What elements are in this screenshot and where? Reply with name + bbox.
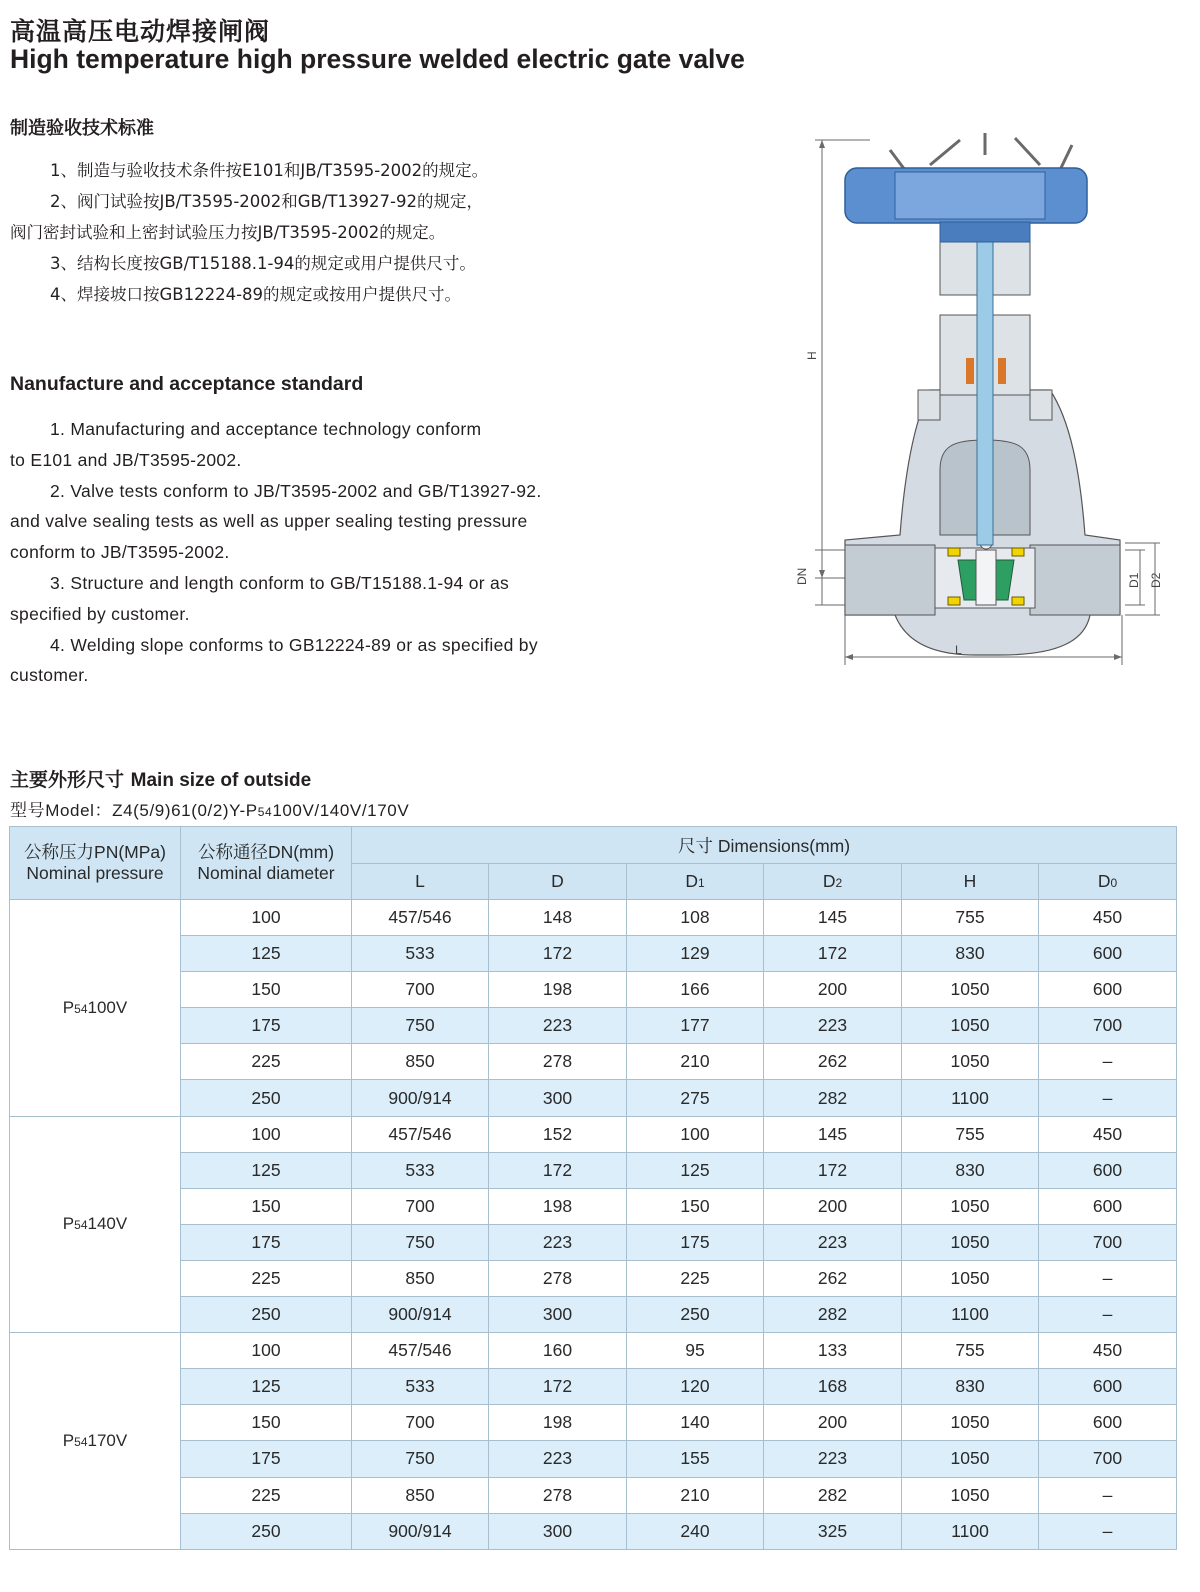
table-row: [10, 1116, 1177, 1152]
standard-line-en: 4. Welding slope conforms to GB12224-89 or as specified by: [50, 634, 538, 655]
cell-l: 457/546: [352, 1333, 489, 1369]
cell-d1: 225: [627, 1260, 764, 1296]
cell-d: 223: [489, 1008, 627, 1044]
table-row: [10, 1008, 1177, 1044]
cell-dn: 175: [181, 1224, 352, 1260]
cell-h: 830: [902, 1152, 1039, 1188]
table-row: [10, 1297, 1177, 1333]
dim-label-h: H: [805, 351, 819, 360]
dim-label-dn: DN: [795, 567, 809, 585]
cell-dn: 150: [181, 1188, 352, 1224]
cell-dn: 150: [181, 972, 352, 1008]
cell-d: 300: [489, 1080, 627, 1116]
cell-l: 900/914: [352, 1513, 489, 1549]
table-heading-en: Main size of outside: [130, 770, 312, 791]
cell-l: 533: [352, 1152, 489, 1188]
cell-d1: 125: [627, 1152, 764, 1188]
col-header-d0: D0: [1039, 864, 1177, 900]
cell-d: 148: [489, 900, 627, 936]
cell-l: 700: [352, 1405, 489, 1441]
col-header-l: L: [352, 864, 489, 900]
standards-list-en: [10, 414, 650, 691]
standard-line-en: conform to JB/T3595-2002.: [10, 542, 230, 563]
cell-h: 1050: [902, 1044, 1039, 1080]
header-dn-en: Nominal diameter: [197, 863, 335, 883]
cell-d2: 172: [764, 1152, 902, 1188]
cell-h: 1050: [902, 1405, 1039, 1441]
cell-d2: 200: [764, 972, 902, 1008]
cell-d1: 175: [627, 1224, 764, 1260]
nominal-pressure-cell: [10, 1116, 181, 1333]
cell-d2: 145: [764, 1116, 902, 1152]
pn-sub: 54: [74, 1001, 88, 1016]
cell-dn: 225: [181, 1260, 352, 1296]
pn-suffix: 140V: [87, 1214, 128, 1234]
cell-d1: 155: [627, 1441, 764, 1477]
nominal-pressure-cell: [10, 900, 181, 1117]
cell-d2: 262: [764, 1260, 902, 1296]
table-row: [10, 1333, 1177, 1369]
cell-l: 533: [352, 1369, 489, 1405]
cell-d0: 450: [1039, 1333, 1177, 1369]
cell-h: 1100: [902, 1080, 1039, 1116]
cell-d2: 145: [764, 900, 902, 936]
cell-dn: 250: [181, 1297, 352, 1333]
cell-dn: 100: [181, 1333, 352, 1369]
valve-drawing: [780, 130, 1170, 670]
cell-h: 755: [902, 1116, 1039, 1152]
table-heading: [10, 765, 311, 792]
standard-item-cn: 4、焊接坡口按GB12224-89的规定或按用户提供尺寸。: [50, 285, 462, 304]
cell-d0: –: [1039, 1513, 1177, 1549]
cell-dn: 250: [181, 1513, 352, 1549]
table-row: [10, 1080, 1177, 1116]
cell-d1: 177: [627, 1008, 764, 1044]
table-row: [10, 1441, 1177, 1477]
standard-line-en: 3. Structure and length conform to GB/T15188.1-94 or as: [50, 572, 510, 593]
table-row: [10, 1152, 1177, 1188]
cell-dn: 250: [181, 1080, 352, 1116]
cell-d1: 166: [627, 972, 764, 1008]
cell-d: 278: [489, 1477, 627, 1513]
cell-d1: 108: [627, 900, 764, 936]
cell-dn: 150: [181, 1405, 352, 1441]
dim-label-d2: D2: [1149, 572, 1163, 588]
cell-d: 223: [489, 1441, 627, 1477]
standard-line-en: specified by customer.: [10, 603, 190, 624]
cell-dn: 125: [181, 936, 352, 972]
table-row: [10, 1224, 1177, 1260]
cell-h: 1100: [902, 1297, 1039, 1333]
standard-line-en: to E101 and JB/T3595-2002.: [10, 449, 242, 470]
standard-line-en: 1. Manufacturing and acceptance technology conform: [50, 419, 482, 439]
cell-d: 152: [489, 1116, 627, 1152]
table-row: [10, 900, 1177, 936]
cell-d: 198: [489, 972, 627, 1008]
standard-item-cn: 1、制造与验收技术条件按E101和JB/T3595-2002的规定。: [50, 161, 489, 180]
table-row: [10, 1188, 1177, 1224]
cell-h: 1050: [902, 972, 1039, 1008]
model-prefix: 型号Model：Z4(5/9)61(0/2)Y-P: [10, 801, 258, 820]
standard-line-en: and valve sealing tests as well as upper sealing testing pressure: [10, 511, 528, 532]
cell-d2: 223: [764, 1224, 902, 1260]
header-pn-cn: 公称压力PN(MPa): [24, 842, 166, 862]
standard-item-cn: 3、结构长度按GB/T15188.1-94的规定或用户提供尺寸。: [50, 254, 476, 273]
cell-d2: 200: [764, 1405, 902, 1441]
cell-d1: 210: [627, 1477, 764, 1513]
cell-dn: 175: [181, 1008, 352, 1044]
cell-l: 850: [352, 1044, 489, 1080]
cell-d: 223: [489, 1224, 627, 1260]
col-header-d2: D2: [764, 864, 902, 900]
standards-heading-cn: 制造验收技术标准: [10, 118, 154, 139]
cell-d0: –: [1039, 1477, 1177, 1513]
cell-d1: 250: [627, 1297, 764, 1333]
page-title-cn: 高温高压电动焊接闸阀: [10, 17, 271, 46]
cell-h: 1050: [902, 1441, 1039, 1477]
table-row: [10, 936, 1177, 972]
pn-prefix: P: [62, 1214, 75, 1234]
cell-l: 850: [352, 1260, 489, 1296]
pn-sub: 54: [74, 1434, 88, 1449]
cell-l: 457/546: [352, 1116, 489, 1152]
cell-d2: 282: [764, 1297, 902, 1333]
cell-d: 172: [489, 936, 627, 972]
cell-d: 300: [489, 1297, 627, 1333]
standard-line-en: customer.: [10, 665, 89, 686]
model-sub: 54: [257, 805, 273, 819]
cell-h: 1050: [902, 1224, 1039, 1260]
dim-label-d1: D1: [1127, 572, 1141, 588]
cell-h: 1100: [902, 1513, 1039, 1549]
cell-h: 830: [902, 1369, 1039, 1405]
cell-d2: 282: [764, 1080, 902, 1116]
cell-dn: 125: [181, 1152, 352, 1188]
pn-prefix: P: [62, 1430, 75, 1450]
cell-d0: 600: [1039, 972, 1177, 1008]
cell-d0: 600: [1039, 1369, 1177, 1405]
cell-d0: 600: [1039, 936, 1177, 972]
pn-prefix: P: [62, 997, 75, 1017]
cell-d2: 133: [764, 1333, 902, 1369]
cell-h: 755: [902, 900, 1039, 936]
cell-l: 457/546: [352, 900, 489, 936]
cell-d0: –: [1039, 1044, 1177, 1080]
cell-d0: 450: [1039, 900, 1177, 936]
cell-d: 172: [489, 1152, 627, 1188]
pn-suffix: 170V: [87, 1430, 128, 1450]
table-heading-cn: 主要外形尺寸: [10, 769, 125, 791]
table-row: [10, 1044, 1177, 1080]
header-nominal-pressure: [10, 827, 181, 900]
cell-d2: 223: [764, 1441, 902, 1477]
cell-d0: 450: [1039, 1116, 1177, 1152]
cell-h: 1050: [902, 1477, 1039, 1513]
cell-d1: 100: [627, 1116, 764, 1152]
cell-d2: 325: [764, 1513, 902, 1549]
cell-d2: 282: [764, 1477, 902, 1513]
cell-l: 750: [352, 1008, 489, 1044]
cell-d1: 129: [627, 936, 764, 972]
cell-h: 830: [902, 936, 1039, 972]
cell-d2: 168: [764, 1369, 902, 1405]
cell-d0: 700: [1039, 1224, 1177, 1260]
cell-d1: 150: [627, 1188, 764, 1224]
table-row: [10, 1513, 1177, 1549]
cell-d: 198: [489, 1188, 627, 1224]
cell-d0: 700: [1039, 1008, 1177, 1044]
cell-d2: 200: [764, 1188, 902, 1224]
table-row: [10, 1260, 1177, 1296]
dimensions-table: [9, 826, 1177, 1550]
cell-d0: 600: [1039, 1152, 1177, 1188]
cell-h: 1050: [902, 1008, 1039, 1044]
table-row: [10, 1477, 1177, 1513]
cell-l: 850: [352, 1477, 489, 1513]
cell-h: 755: [902, 1333, 1039, 1369]
cell-dn: 100: [181, 900, 352, 936]
header-dimensions: 尺寸 Dimensions(mm): [352, 827, 1177, 864]
standard-line-en: 2. Valve tests conform to JB/T3595-2002 and GB/T13927-92.: [50, 480, 542, 501]
cell-d0: 700: [1039, 1441, 1177, 1477]
cell-dn: 100: [181, 1116, 352, 1152]
cell-dn: 175: [181, 1441, 352, 1477]
standard-item-cn: 阀门密封试验和上密封试验压力按JB/T3595-2002的规定。: [10, 223, 446, 242]
cell-d0: –: [1039, 1297, 1177, 1333]
cell-l: 700: [352, 1188, 489, 1224]
table-row: [10, 972, 1177, 1008]
cell-d: 160: [489, 1333, 627, 1369]
table-row: [10, 1405, 1177, 1441]
cell-d0: 600: [1039, 1188, 1177, 1224]
cell-l: 900/914: [352, 1297, 489, 1333]
cell-dn: 125: [181, 1369, 352, 1405]
cell-d: 300: [489, 1513, 627, 1549]
nominal-pressure-cell: [10, 1333, 181, 1550]
header-nominal-diameter: [181, 827, 352, 900]
cell-dn: 225: [181, 1044, 352, 1080]
cell-d0: –: [1039, 1260, 1177, 1296]
cell-d: 198: [489, 1405, 627, 1441]
cell-d1: 210: [627, 1044, 764, 1080]
model-suffix: 100V/140V/170V: [272, 801, 410, 820]
pn-suffix: 100V: [87, 997, 128, 1017]
cell-d1: 140: [627, 1405, 764, 1441]
cell-l: 750: [352, 1224, 489, 1260]
cell-d2: 223: [764, 1008, 902, 1044]
cell-d: 278: [489, 1260, 627, 1296]
header-pn-en: Nominal pressure: [26, 863, 164, 883]
cell-dn: 225: [181, 1477, 352, 1513]
standards-list-cn: [10, 155, 610, 310]
table-row: [10, 1369, 1177, 1405]
col-header-h: H: [902, 864, 1039, 900]
standards-heading-en: Nanufacture and acceptance standard: [10, 373, 364, 395]
cell-d2: 262: [764, 1044, 902, 1080]
cell-d: 172: [489, 1369, 627, 1405]
model-line: [10, 796, 409, 821]
page-title-en: High temperature high pressure welded electric gate valve: [10, 44, 745, 74]
cell-d0: –: [1039, 1080, 1177, 1116]
dim-label-l: L: [955, 643, 962, 657]
cell-h: 1050: [902, 1260, 1039, 1296]
col-header-d1: D1: [627, 864, 764, 900]
cell-l: 700: [352, 972, 489, 1008]
cell-d0: 600: [1039, 1405, 1177, 1441]
pn-sub: 54: [74, 1218, 88, 1233]
header-dn-cn: 公称通径DN(mm): [197, 842, 335, 862]
cell-l: 533: [352, 936, 489, 972]
cell-d1: 240: [627, 1513, 764, 1549]
cell-d1: 275: [627, 1080, 764, 1116]
cell-l: 900/914: [352, 1080, 489, 1116]
cell-h: 1050: [902, 1188, 1039, 1224]
col-header-d: D: [489, 864, 627, 900]
standard-item-cn: 2、阀门试验按JB/T3595-2002和GB/T13927-92的规定，: [50, 192, 483, 211]
cell-d2: 172: [764, 936, 902, 972]
cell-d: 278: [489, 1044, 627, 1080]
cell-l: 750: [352, 1441, 489, 1477]
cell-d1: 120: [627, 1369, 764, 1405]
cell-d1: 95: [627, 1333, 764, 1369]
